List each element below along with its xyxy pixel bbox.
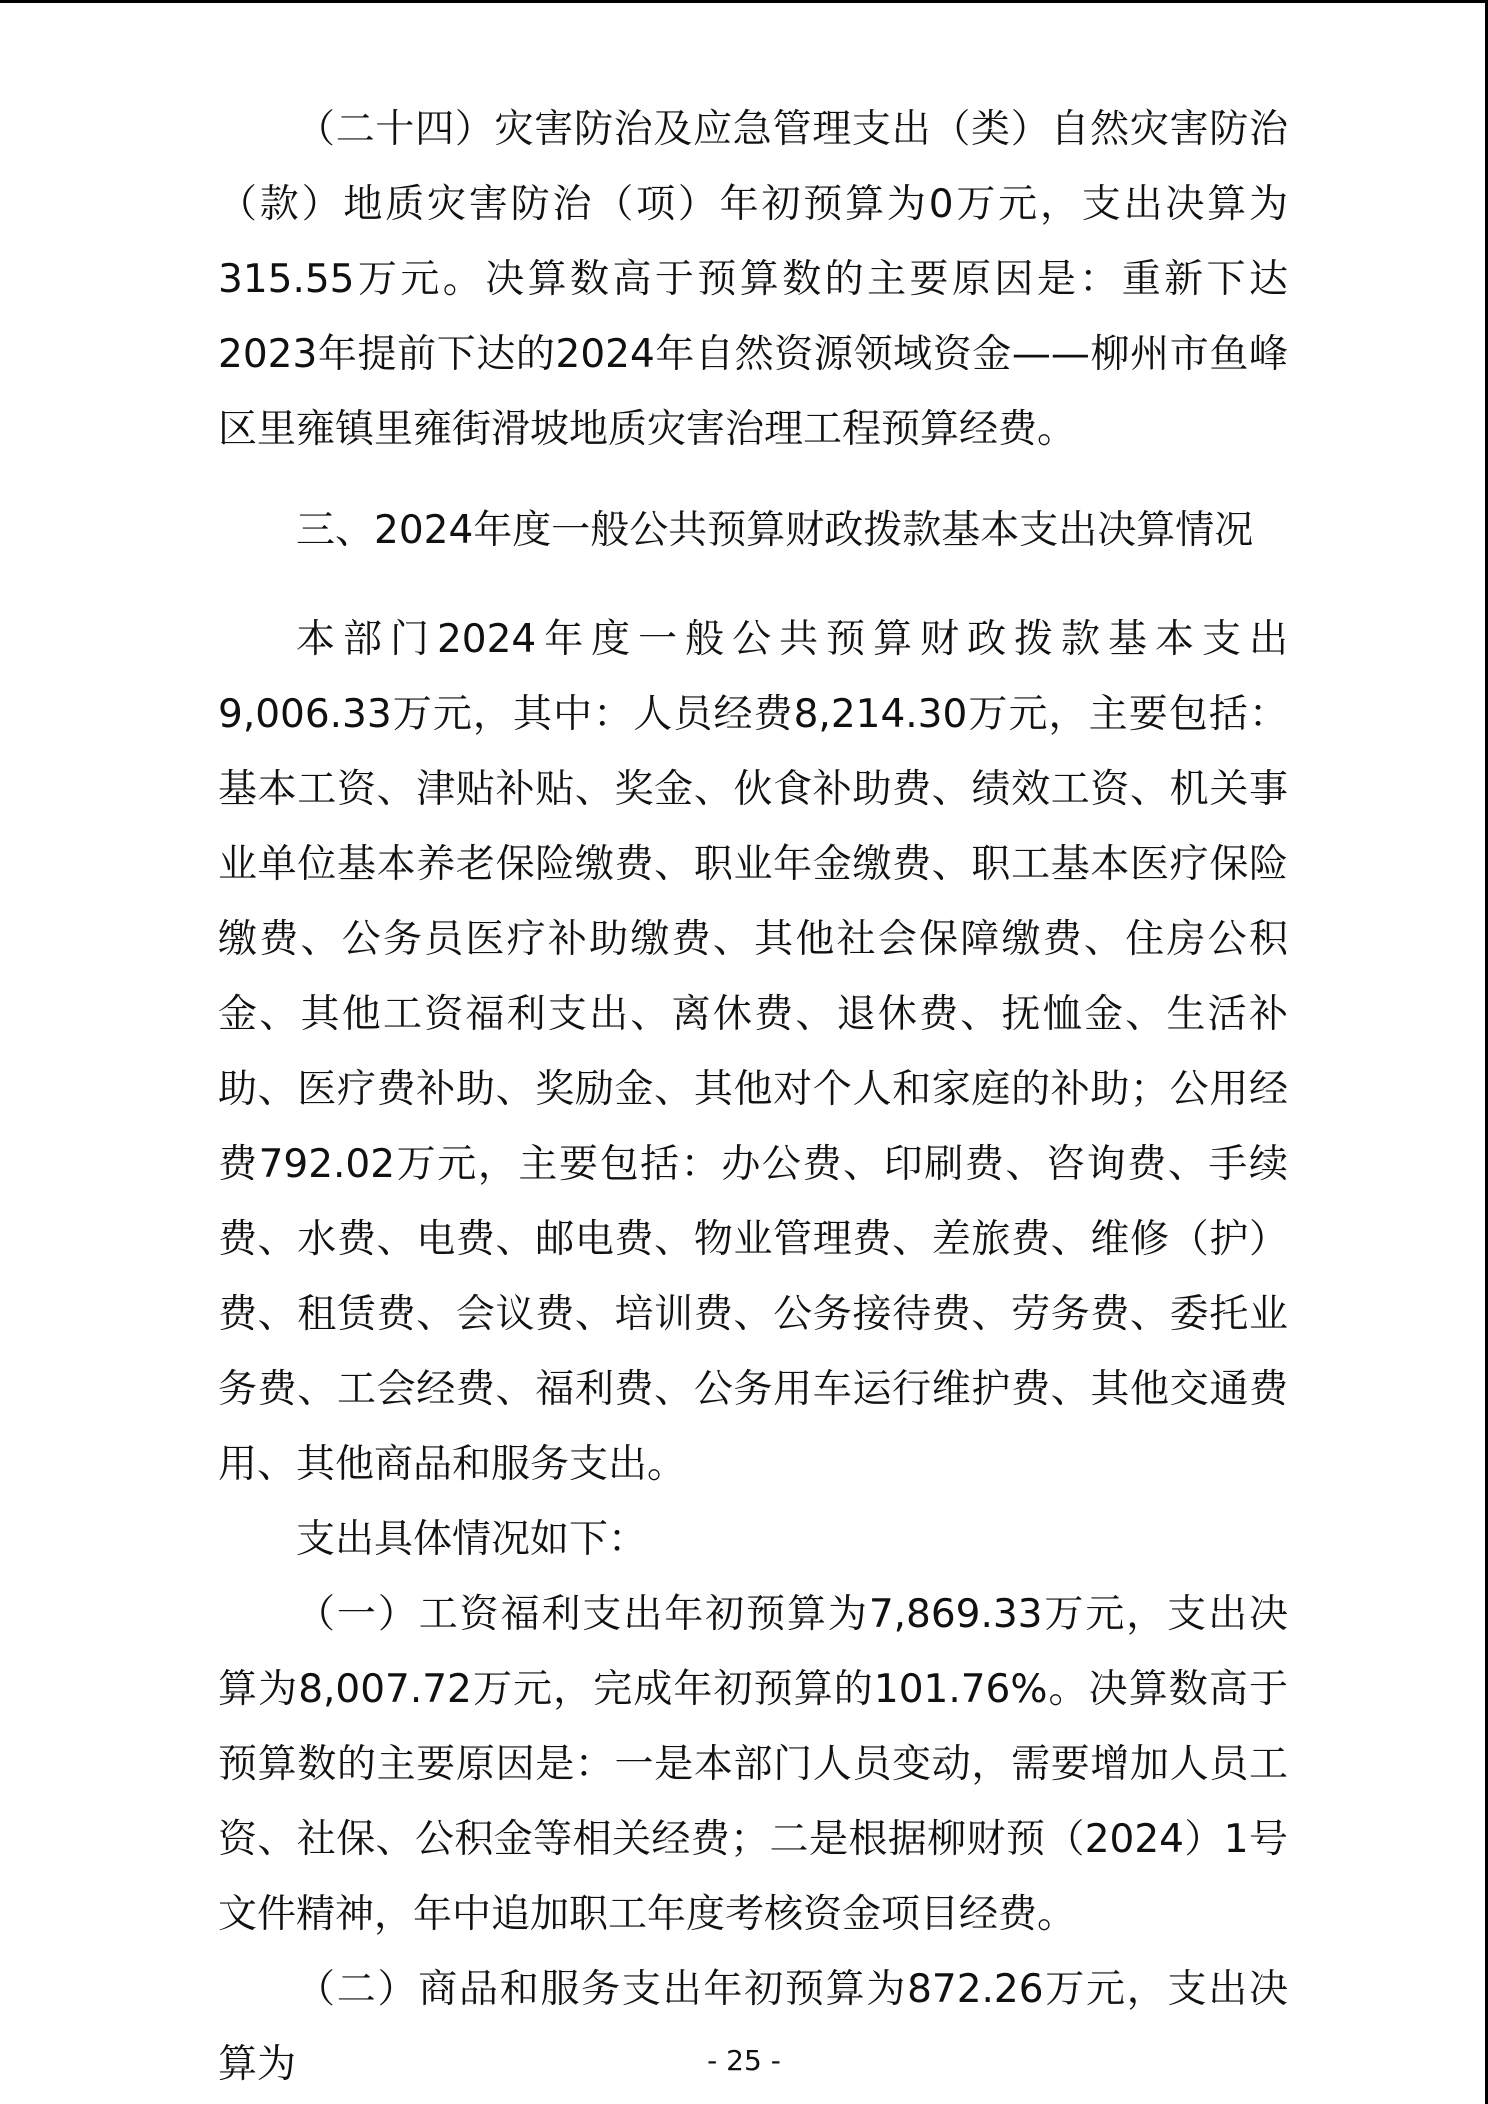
top-border-line	[0, 0, 1488, 3]
section-heading-basic-expenditure: 三、2024年度一般公共预算财政拨款基本支出决算情况	[296, 508, 1254, 553]
paragraph-salary-welfare: （一）工资福利支出年初预算为7,869.33万元，支出决算为8,007.72万元，完成年初预算的101.76%。决算数高于预算数的主要原因是：一是本部门人员变动，需要增加人员工资、社保、公积金等相关经费；二是根据柳财预（2024）1号文件精神，年中追加职工年度考核资金项目经费。	[218, 1592, 1288, 1937]
document-body	[218, 92, 1288, 2102]
paragraph-basic-expenditure-summary: 本部门2024年度一般公共预算财政拨款基本支出9,006.33万元，其中：人员经费8,214.30万元，主要包括：基本工资、津贴补贴、奖金、伙食补助费、绩效工资、机关事业单位基本养老保险缴费、职业年金缴费、职工基本医疗保险缴费、公务员医疗补助缴费、其他社会保障缴费、住房公积金、其他工资福利支出、离休费、退休费、抚恤金、生活补助、医疗费补助、奖励金、其他对个人和家庭的补助；公用经费792.02万元，主要包括：办公费、印刷费、咨询费、手续费、水费、电费、邮电费、物业管理费、差旅费、维修（护）费、租赁费、会议费、培训费、公务接待费、劳务费、委托业务费、工会经费、福利费、公务用车运行维护费、其他交通费用、其他商品和服务支出。	[218, 617, 1288, 1487]
paragraph-disaster-prevention: （二十四）灾害防治及应急管理支出（类）自然灾害防治（款）地质灾害防治（项）年初预算为0万元，支出决算为315.55万元。决算数高于预算数的主要原因是：重新下达2023年提前下达的2024年自然资源领域资金——柳州市鱼峰区里雍镇里雍街滑坡地质灾害治理工程预算经费。	[218, 107, 1288, 452]
page-number: - 25 -	[707, 2044, 781, 2077]
paragraph-details-intro: 支出具体情况如下：	[296, 1517, 648, 1562]
paragraph-goods-services: （二）商品和服务支出年初预算为872.26万元，支出决算为	[218, 1967, 1288, 2087]
